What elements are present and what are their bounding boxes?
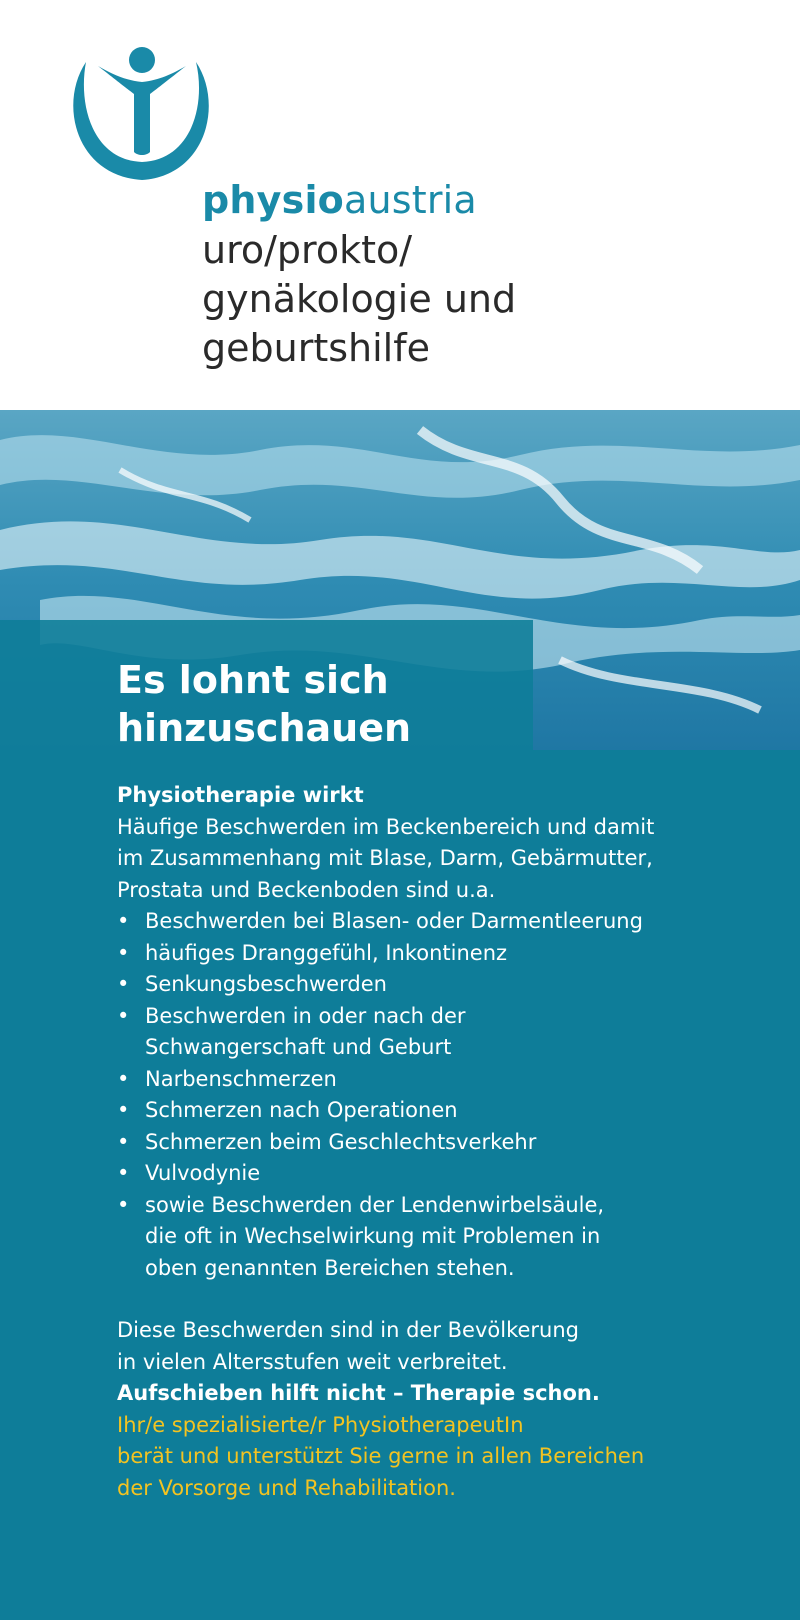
bullet-icon: • [117,1192,130,1217]
bullet-icon: • [117,1066,130,1091]
list-item-text: Schwangerschaft und Geburt [145,1035,452,1059]
emphasis-line: Aufschieben hilft nicht – Therapie schon. [117,1381,600,1405]
list-item [117,1064,757,1096]
subtitle-line: gynäkologie und [202,277,517,321]
bullet-icon: • [117,1161,130,1185]
bullet-icon: • [117,1129,130,1154]
physioaustria-logo-icon [68,44,218,184]
headline-line: hinzuschauen [117,706,412,750]
list-item-text: oben genannten Bereichen stehen. [145,1255,515,1280]
spacer [117,1284,757,1315]
complaints-list [117,906,757,1284]
list-item-text: Schmerzen nach Operationen [145,1098,458,1122]
brand-light: austria [343,178,477,222]
list-item [117,938,757,970]
list-item [117,1158,757,1190]
list-item [117,1127,757,1159]
subtitle-line: geburtshilfe [202,326,430,370]
list-item-text: Narbenschmerzen [145,1066,337,1091]
bullet-icon: • [117,1003,130,1028]
list-item [117,969,757,1001]
bullet-icon: • [117,1098,130,1122]
list-item [117,1190,757,1285]
list-item-text: häufiges Dranggefühl, Inkontinenz [145,940,508,965]
list-item-text: sowie Beschwerden der Lendenwirbelsäule, [145,1192,605,1217]
list-item-text: Senkungsbeschwerden [145,972,387,996]
bullet-icon: • [117,909,130,933]
header [0,0,800,410]
intro-line: im Zusammenhang mit Blase, Darm, Gebärmutter, [117,846,653,870]
list-item-text: Vulvodynie [145,1161,261,1185]
list-item-text: Schmerzen beim Geschlechtsverkehr [145,1129,537,1154]
content [117,780,757,1504]
callout-line: berät und unterstützt Sie gerne in allen Bereichen [117,1444,645,1468]
closing-line: in vielen Altersstufen weit verbreitet. [117,1349,508,1374]
list-item [117,1001,757,1064]
intro-line: Prostata und Beckenboden sind u.a. [117,877,496,902]
list-item-text: die oft in Wechselwirkung mit Problemen in [145,1224,601,1248]
subtitle [202,226,516,373]
subtitle-line: uro/prokto/ [202,228,413,272]
bullet-icon: • [117,972,130,996]
list-item [117,1095,757,1127]
brand-bold: physio [202,178,344,222]
section-title: Physiotherapie wirkt [117,783,364,807]
callout-line: Ihr/e spezialisierte/r PhysiotherapeutIn [117,1412,524,1437]
brand-name [202,176,477,224]
list-item-text: Beschwerden bei Blasen- oder Darmentleerung [145,909,643,933]
list-item [117,906,757,938]
headline [117,656,411,752]
list-item-text: Beschwerden in oder nach der [145,1003,466,1028]
intro-line: Häufige Beschwerden im Beckenbereich und damit [117,814,655,839]
bullet-icon: • [117,940,130,965]
closing-line: Diese Beschwerden sind in der Bevölkerung [117,1318,579,1342]
callout-line: der Vorsorge und Rehabilitation. [117,1475,456,1500]
headline-line: Es lohnt sich [117,658,389,702]
